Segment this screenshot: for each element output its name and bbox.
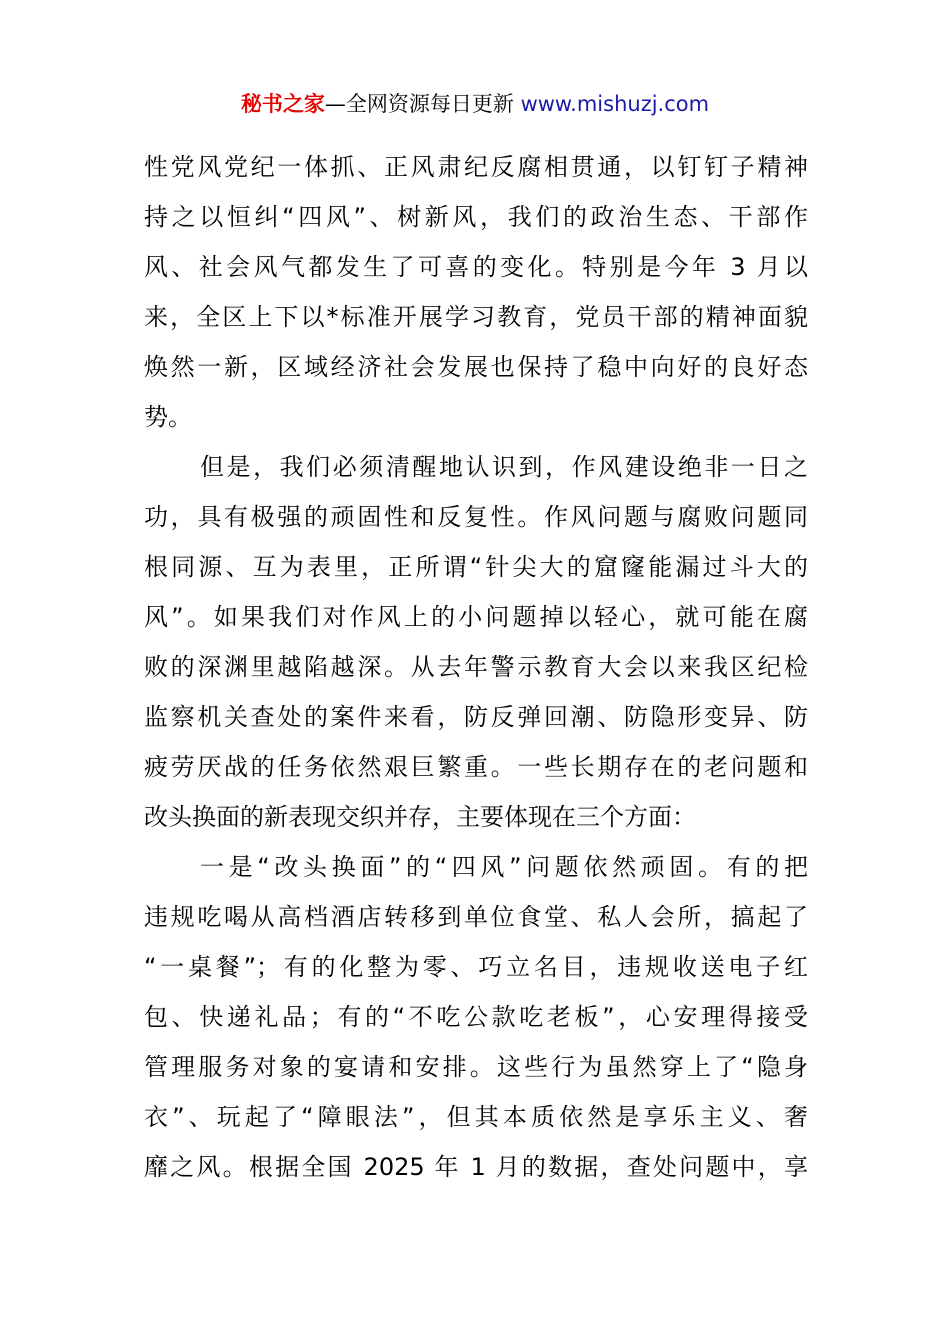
text-line: 包、快递礼品；有的“不吃公款吃老板”，心安理得接受 [144,1003,808,1031]
brand-name: 秘书之家 [240,92,325,116]
document-body [144,142,808,1192]
site-url[interactable]: www.mishuzj.com [520,92,710,116]
text-line: 势。 [144,403,192,431]
text-line: 衣”、玩起了“障眼法”，但其本质依然是享乐主义、奢 [144,1103,808,1131]
text-line: 性党风党纪一体抓、正风肃纪反腐相贯通，以钉钉子精神 [144,153,808,181]
text-line: 风、社会风气都发生了可喜的变化。特别是今年 3 月以 [144,253,808,281]
text-line: 管理服务对象的宴请和安排。这些行为虽然穿上了“隐身 [144,1053,808,1081]
page-header [0,88,950,120]
text-line: 来，全区上下以*标准开展学习教育，党员干部的精神面貌 [144,303,808,331]
text-line: 风”。如果我们对作风上的小问题掉以轻心，就可能在腐 [144,603,808,631]
header-tagline: —全网资源每日更新 [324,92,521,116]
text-line: 焕然一新，区域经济社会发展也保持了稳中向好的良好态 [144,353,808,381]
text-line: 监察机关查处的案件来看，防反弹回潮、防隐形变异、防 [144,703,808,731]
text-line: 根同源、互为表里，正所谓“针尖大的窟窿能漏过斗大的 [144,553,808,581]
text-line: “一桌餐”；有的化整为零、巧立名目，违规收送电子红 [144,953,808,981]
text-line: 功，具有极强的顽固性和反复性。作风问题与腐败问题同 [144,503,808,531]
text-line: 疲劳厌战的任务依然艰巨繁重。一些长期存在的老问题和 [144,753,808,781]
text-line: 败的深渊里越陷越深。从去年警示教育大会以来我区纪检 [144,653,808,681]
text-line: 持之以恒纠“四风”、树新风，我们的政治生态、干部作 [144,203,808,231]
text-line: 但是，我们必须清醒地认识到，作风建设绝非一日之 [200,453,808,481]
text-line: 一是“改头换面”的“四风”问题依然顽固。有的把 [200,853,808,881]
text-line: 改头换面的新表现交织并存，主要体现在三个方面： [144,803,696,831]
text-line: 靡之风。根据全国 2025 年 1 月的数据，查处问题中，享 [144,1153,808,1181]
text-line: 违规吃喝从高档酒店转移到单位食堂、私人会所，搞起了 [144,903,808,931]
